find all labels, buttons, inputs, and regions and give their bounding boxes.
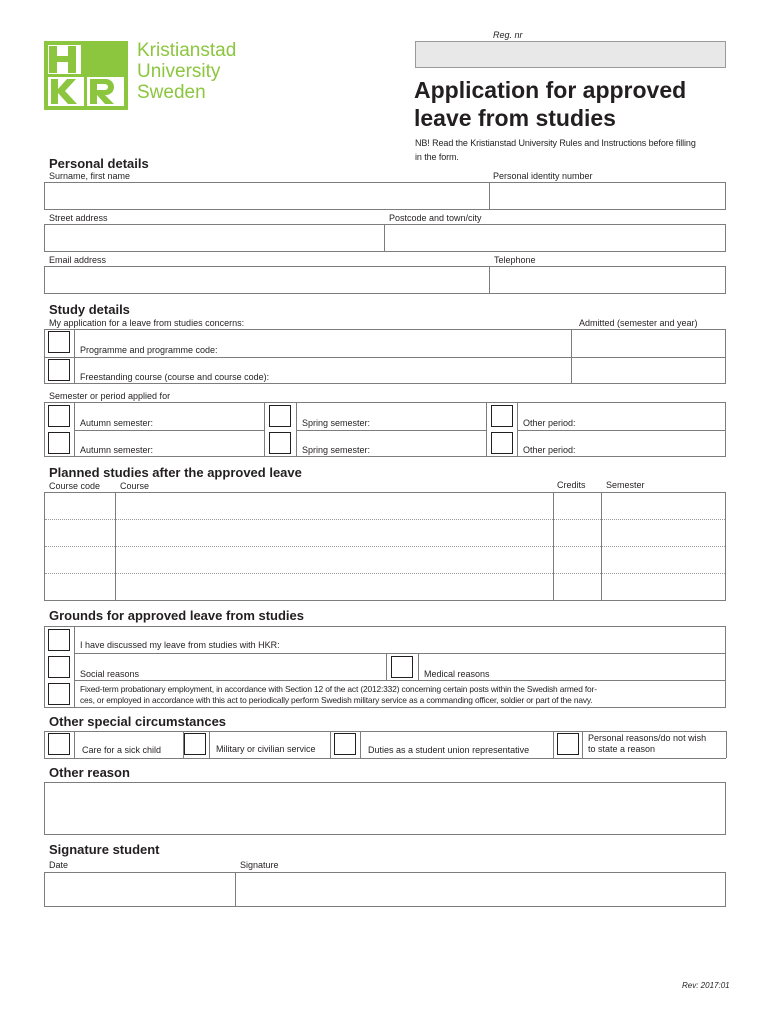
personal-details-heading: Personal details bbox=[49, 156, 149, 171]
social-reasons-label: Social reasons bbox=[80, 669, 140, 679]
email-label: Email address bbox=[49, 255, 107, 265]
union-label: Duties as a student union representative bbox=[368, 745, 530, 755]
planned-row-4[interactable] bbox=[45, 574, 725, 600]
other-period-label-1: Other period: bbox=[523, 418, 576, 428]
pin-label: Personal identity number bbox=[493, 171, 593, 181]
postcode-field[interactable] bbox=[385, 225, 725, 251]
page-title-line1: Application for approved bbox=[414, 77, 687, 103]
signature-label: Signature bbox=[240, 860, 279, 870]
logo-text-line3: Sweden bbox=[137, 82, 206, 103]
union-checkbox[interactable] bbox=[334, 733, 356, 755]
autumn-label-2: Autumn semester: bbox=[80, 445, 154, 455]
planned-row-3[interactable] bbox=[45, 547, 725, 573]
other-period-label-2: Other period: bbox=[523, 445, 576, 455]
discussed-checkbox[interactable] bbox=[48, 629, 70, 651]
planned-row-2[interactable] bbox=[45, 520, 725, 546]
study-details-heading: Study details bbox=[49, 302, 130, 317]
col-course-code: Course code bbox=[49, 481, 101, 491]
fixed-term-line1: Fixed-term probationary employment, in accordance with Section 12 of the act (2012:332) concerning certain posts within the Swedish armed for- bbox=[80, 684, 597, 694]
autumn-checkbox-1[interactable] bbox=[48, 405, 70, 427]
telephone-field[interactable] bbox=[490, 267, 725, 293]
signature-heading: Signature student bbox=[49, 842, 160, 857]
spring-checkbox-2[interactable] bbox=[269, 432, 291, 454]
personal-reasons-line1: Personal reasons/do not wish bbox=[588, 733, 707, 743]
email-field[interactable] bbox=[45, 267, 489, 293]
hkr-logo bbox=[44, 41, 254, 111]
col-credits: Credits bbox=[557, 480, 586, 490]
date-label: Date bbox=[49, 860, 69, 870]
special-heading: Other special circumstances bbox=[49, 714, 227, 729]
planned-row-1[interactable] bbox=[45, 493, 725, 519]
postcode-label: Postcode and town/city bbox=[389, 213, 482, 223]
other-period-checkbox-2[interactable] bbox=[491, 432, 513, 454]
reg-nr-label: Reg. nr bbox=[493, 30, 523, 40]
programme-checkbox[interactable] bbox=[48, 331, 70, 353]
discussed-label: I have discussed my leave from studies with HKR: bbox=[80, 640, 280, 650]
instructions-note-line1: NB! Read the Kristianstad University Rules and Instructions before filling bbox=[415, 138, 696, 148]
sick-child-label: Care for a sick child bbox=[82, 745, 162, 755]
other-period-checkbox-1[interactable] bbox=[491, 405, 513, 427]
autumn-checkbox-2[interactable] bbox=[48, 432, 70, 454]
medical-reasons-label: Medical reasons bbox=[424, 669, 490, 679]
fixed-term-checkbox[interactable] bbox=[48, 683, 70, 705]
sick-child-checkbox[interactable] bbox=[48, 733, 70, 755]
signature-field[interactable] bbox=[236, 873, 725, 906]
col-semester: Semester bbox=[606, 480, 645, 490]
reg-nr-field[interactable] bbox=[415, 41, 726, 68]
instructions-note-line2: in the form. bbox=[415, 152, 459, 162]
concerns-label: My application for a leave from studies concerns: bbox=[49, 318, 245, 328]
programme-label: Programme and programme code: bbox=[80, 345, 218, 355]
date-field[interactable] bbox=[45, 873, 235, 906]
freestanding-checkbox[interactable] bbox=[48, 359, 70, 381]
spring-label-1: Spring semester: bbox=[302, 418, 371, 428]
street-field[interactable] bbox=[45, 225, 384, 251]
logo-text-line1: Kristianstad bbox=[137, 40, 237, 61]
telephone-label: Telephone bbox=[494, 255, 536, 265]
military-label: Military or civilian service bbox=[216, 744, 316, 754]
personal-reasons-checkbox[interactable] bbox=[557, 733, 579, 755]
freestanding-label: Freestanding course (course and course code): bbox=[80, 372, 270, 382]
fixed-term-line2: ces, or employed in accordance with this act to periodically perform Swedish military service as a commanding officer, soldier or part of the navy. bbox=[80, 695, 593, 705]
logo-text-line2: University bbox=[137, 61, 221, 82]
pin-field[interactable] bbox=[490, 183, 725, 209]
grounds-heading: Grounds for approved leave from studies bbox=[49, 608, 304, 623]
spring-checkbox-1[interactable] bbox=[269, 405, 291, 427]
planned-studies-heading: Planned studies after the approved leave bbox=[49, 465, 302, 480]
page-title-line2: leave from studies bbox=[414, 105, 616, 131]
other-reason-heading: Other reason bbox=[49, 765, 130, 780]
personal-reasons-line2: to state a reason bbox=[588, 744, 656, 754]
street-label: Street address bbox=[49, 213, 108, 223]
col-course: Course bbox=[120, 481, 150, 491]
revision-label: Rev: 2017:01 bbox=[682, 981, 730, 990]
spring-label-2: Spring semester: bbox=[302, 445, 371, 455]
surname-label: Surname, first name bbox=[49, 171, 131, 181]
surname-field[interactable] bbox=[45, 183, 489, 209]
social-reasons-checkbox[interactable] bbox=[48, 656, 70, 678]
admitted-field-1[interactable] bbox=[572, 330, 725, 356]
other-reason-field[interactable] bbox=[44, 782, 726, 835]
medical-reasons-checkbox[interactable] bbox=[391, 656, 413, 678]
autumn-label-1: Autumn semester: bbox=[80, 418, 154, 428]
admitted-field-2[interactable] bbox=[572, 358, 725, 383]
admitted-label: Admitted (semester and year) bbox=[579, 318, 698, 328]
military-checkbox[interactable] bbox=[184, 733, 206, 755]
period-label: Semester or period applied for bbox=[49, 391, 171, 401]
